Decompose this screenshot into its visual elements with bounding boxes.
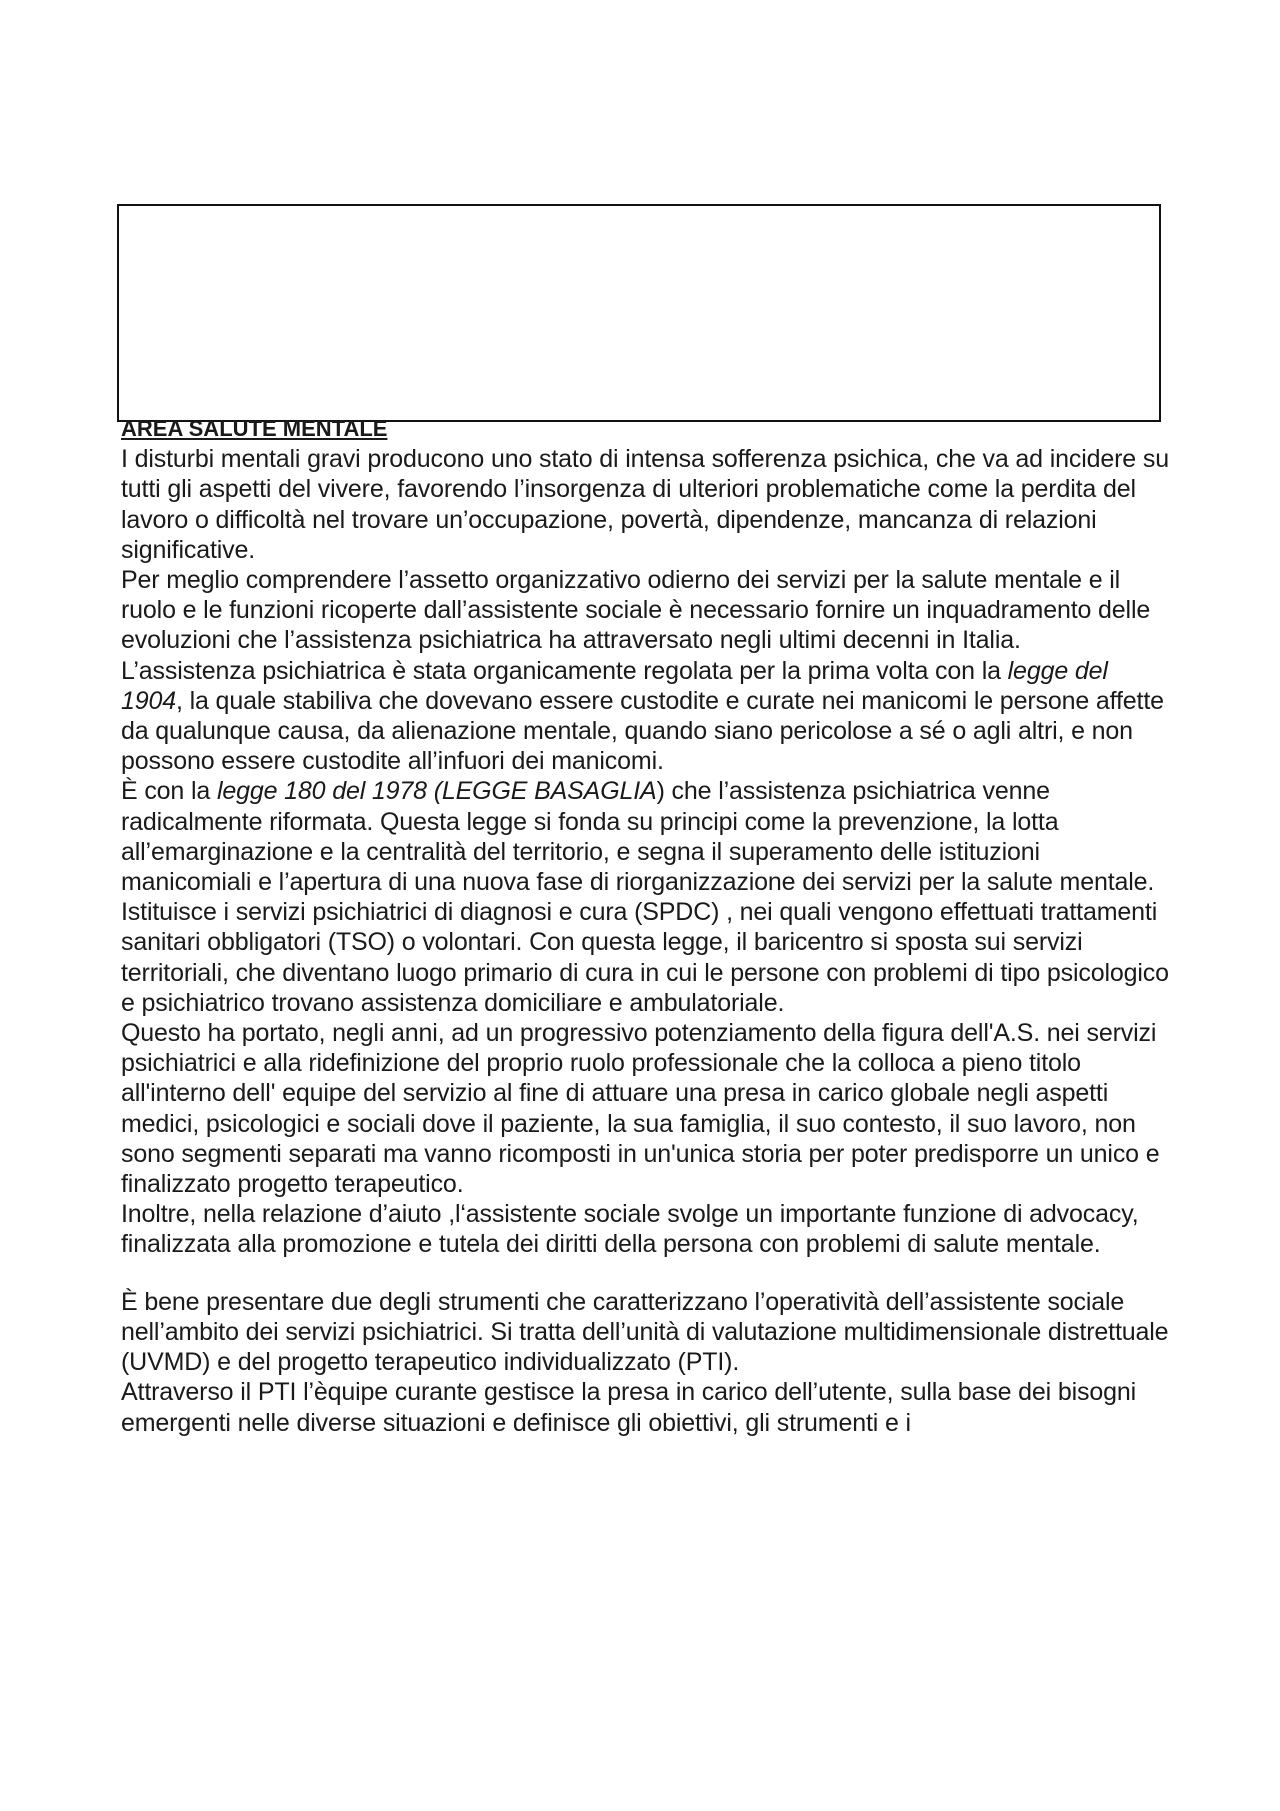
paragraph: Inoltre, nella relazione d’aiuto ,l‘assistente sociale svolge un importante funzione di advocacy, finalizzata alla promozione e tutela dei diritti della persona con problemi di salute mentale.: [121, 1200, 1139, 1259]
paragraph: Per meglio comprendere l’assetto organizzativo odierno dei servizi per la salute mentale e il ruolo e le funzioni ricoperte dall’assistente sociale è necessario fornire un inquadramento delle evoluzioni che l’assistenza psichiatrica ha attraversato negli ultimi decenni in Italia.: [121, 566, 1151, 655]
paragraph: Attraverso il PTI l’èquipe curante gestisce la presa in carico dell’utente, sulla base dei bisogni emergenti nelle diverse situazioni e definisce gli obiettivi, gli strumenti e i: [121, 1378, 1137, 1437]
law-reference: legge del 1904: [121, 656, 1108, 715]
paragraph-text: , la quale stabiliva che dovevano essere custodite e curate nei manicomi le persone affette da qualunque causa, da alienazione mentale, quando siano pericolose a sé o agli altri, e non possono essere custodite all’infuori dei manicomi.: [121, 686, 1164, 776]
law-reference: legge 180 del 1978 (LEGGE BASAGLIA: [216, 777, 657, 806]
paragraph: I disturbi mentali gravi producono uno stato di intensa sofferenza psichica, che va ad incidere su tutti gli aspetti del vivere, favorendo l’insorgenza di ulteriori problematiche come la perdita del lavoro o difficoltà nel trovare un’occupazione, povertà, dipendenze, mancanza di relazioni significative.: [121, 445, 1169, 564]
paragraph: È bene presentare due degli strumenti che caratterizzano l’operatività dell’assistente sociale nell’ambito dei servizi psichiatrici. Si tratta dell’unità di valutazione multidimensionale distrettuale (UVMD) e del progetto terapeutico individualizzato (PTI).: [121, 1287, 1169, 1377]
paragraph: Istituisce i servizi psichiatrici di diagnosi e cura (SPDC) , nei quali vengono effettuati trattamenti sanitari obbligatori (TSO) o volontari. Con questa legge, il baricentro si sposta sui servizi territoriali, che diventano luogo primario di cura in cui le persone con problemi di tipo psicologico e psichiatrico trovano assistenza domiciliare e ambulatoriale.: [121, 898, 1169, 1017]
paragraph-text: L’assistenza psichiatrica è stata organicamente regolata per la prima volta con la: [121, 656, 1008, 685]
document-body: [121, 414, 1171, 1438]
header-frame: [117, 204, 1161, 422]
paragraph: Questo ha portato, negli anni, ad un progressivo potenziamento della figura dell'A.S. nei servizi psichiatrici e alla ridefinizione del proprio ruolo professionale che la colloca a pieno titolo all'interno dell' equipe del servizio al fine di attuare una presa in carico globale negli aspetti medici, psicologici e sociali dove il paziente, la sua famiglia, il suo contesto, il suo lavoro, non sono segmenti separati ma vanno ricomposti in un'unica storia per poter predisporre un unico e finalizzato progetto terapeutico.: [121, 1019, 1160, 1199]
paragraph: [121, 656, 1171, 777]
paragraph-text: È con la: [121, 777, 217, 806]
section-heading: AREA SALUTE MENTALE: [121, 416, 388, 441]
paragraph: [121, 776, 1171, 897]
paragraph-text: ) che l’assistenza psichiatrica venne radicalmente riformata. Questa legge si fonda su principi come la prevenzione, la lotta all’emarginazione e la centralità del territorio, e segna il superamento delle istituzioni manicomiali e l’apertura di una nuova fase di riorganizzazione dei servizi per la salute mentale.: [121, 777, 1155, 897]
paragraph-spacer: [121, 1260, 1171, 1287]
